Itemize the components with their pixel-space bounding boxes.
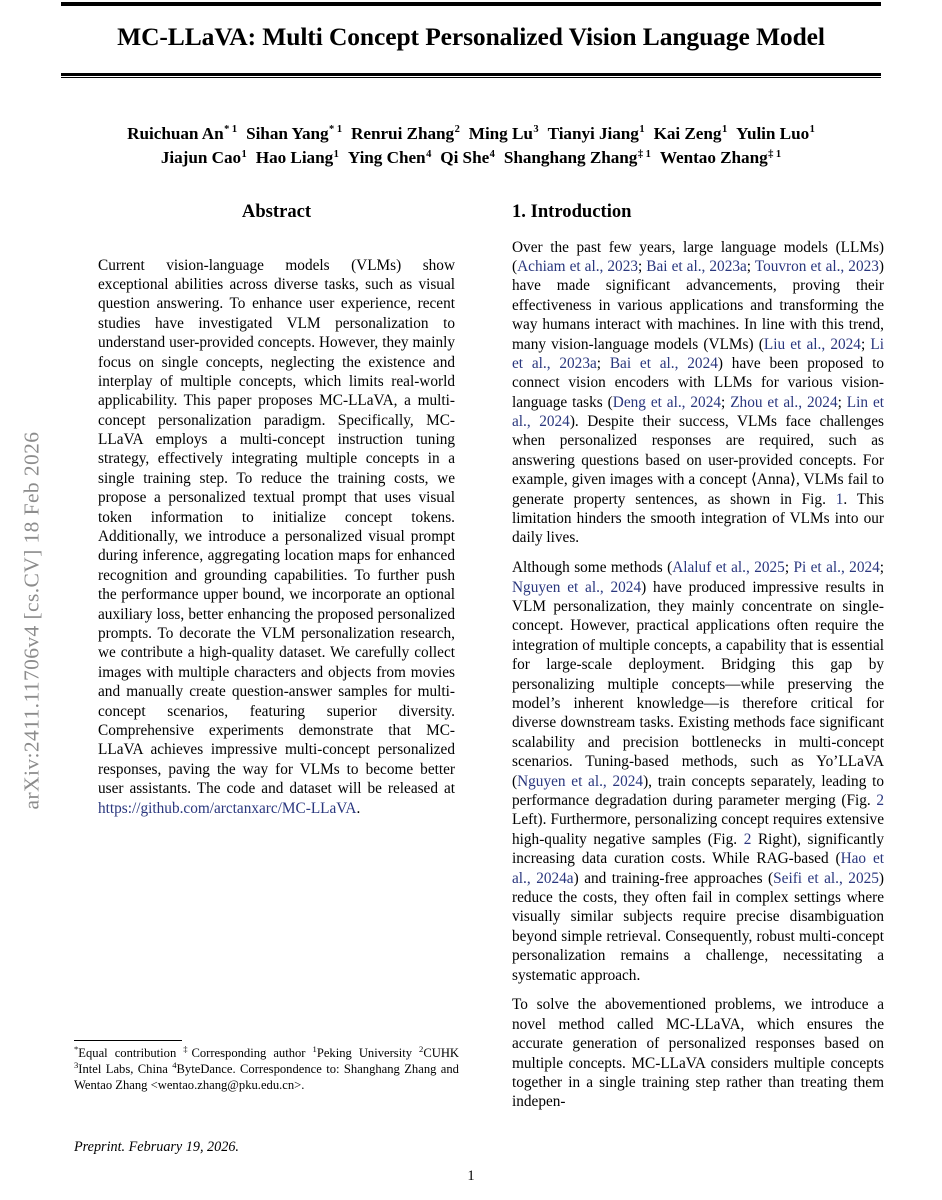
figure-reference-link[interactable]: 1 — [835, 490, 844, 508]
citation-link[interactable]: Deng et al., 2024 — [612, 393, 722, 411]
title-rule-thin — [61, 77, 881, 78]
author-line-1 — [61, 122, 881, 146]
author-entry: Yulin Luo$^1$ — [736, 124, 815, 143]
affiliation-1-mark: 1 — [312, 1043, 317, 1054]
abstract-text: Current vision-language models (VLMs) show exceptional abilities across diverse tasks, such as visual question answering. To enhance user experience, recent studies have investigated VLM personalization to understand user-provided concepts. However, they mainly focus on single concepts, neglecting the existence and interplay of multiple concepts, which limits real-world applicability. This paper proposes MC-LLaVA, a multi-concept personalization paradigm. Specifically, MC-LLaVA employs a multi-concept instruction tuning strategy, effectively integrating multiple concepts in a single training step. To reduce the training costs, we propose a personalized textual prompt that uses visual token information to initialize concept tokens. Additionally, we introduce a personalized visual prompt during inference, aggregating location maps for enhanced recognition and grounding capabilities. To further push the performance upper bound, we incorporate an optional auxiliary loss, better enhancing the proposed personalized prompts. To decorate the VLM personalization research, we contribute a high-quality dataset. We carefully collect images with multiple characters and objects from movies and manually create question-answer samples for multi-concept scenarios, featuring superior diversity. Comprehensive experiments demonstrate that MC-LLaVA achieves impressive multi-concept personalized responses, paving the way for VLMs to become better user assistants. The code and dataset will be released at — [98, 256, 455, 798]
citation-link[interactable]: Achiam et al., 2023 — [517, 257, 638, 275]
citation-link[interactable]: Nguyen et al., 2024 — [512, 578, 642, 596]
abstract-heading: Abstract — [241, 201, 312, 222]
equal-contribution-mark: * — [74, 1043, 79, 1054]
preprint-notice: Preprint. February 19, 2026. — [74, 1139, 239, 1155]
abstract-column — [94, 200, 459, 818]
footnote-divider — [74, 1040, 182, 1041]
author-list — [61, 122, 881, 171]
citation-link[interactable]: Alaluf et al., 2025 — [672, 559, 785, 577]
intro-paragraph-1: Over the past few years, large language models (LLMs) (Achiam et al., 2023; Bai et al., 2023a; Touvron et al., 2023) have made significant advancements, proving their effectiveness in various applications and transforming the way humans interact with machines. In line with this trend, many vision-language models (VLMs) (Liu et al., 2024; Li et al., 2023a; Bai et al., 2024) have been proposed to connect vision encoders with LLMs for various vision-language tasks (Deng et al., 2024; Zhou et al., 2024; Lin et al., 2024). Despite their success, VLMs face challenges when personalized responses are required, such as answering questions based on user-provided concepts. For example, given images with a concept ⟨Anna⟩, VLMs fail to generate property sentences, as shown in Fig. 1. This limitation hinders the smooth integration of VLMs into our daily lives. — [512, 238, 885, 547]
author-entry: Ruichuan An$^{* 1}$ — [127, 124, 238, 143]
author-entry: Sihan Yang$^{* 1}$ — [246, 124, 343, 143]
author-entry: Tianyi Jiang$^1$ — [547, 124, 645, 143]
footnote-block — [74, 1045, 459, 1094]
figure-reference-link[interactable]: 2 — [876, 792, 884, 809]
affiliation-2-text: CUHK — [423, 1046, 460, 1060]
author-entry: Ming Lu$^3$ — [468, 124, 539, 143]
title-area — [61, 22, 881, 51]
title-rule-thick — [61, 73, 881, 76]
citation-link[interactable]: Bai et al., 2023a — [646, 257, 747, 275]
intro-paragraph-2: Although some methods (Alaluf et al., 2025; Pi et al., 2024; Nguyen et al., 2024) have produced impressive results in VLM personalization, they mainly concentrate on single-concept. However, practical applications often require the integration of multiple concepts, a capability that is essential for large-scale deployment. Bridging this gap by personalizing multiple concepts—while preserving the model’s inherent knowledge—is therefore critical for diverse downstream tasks. Existing methods face significant scalability and precision bottlenecks in multi-concept scenarios. Tuning-based methods, such as Yo’LLaVA (Nguyen et al., 2024), train concepts separately, leading to performance degradation during parameter merging (Fig. 2 Left). Furthermore, personalizing concept requires extensive high-quality negative samples (Fig. 2 Right), significantly increasing data curation costs. While RAG-based (Hao et al., 2024a) and training-free approaches (Seifi et al., 2025) reduce the costs, they often fail in complex settings where visually similar subjects require precise disambiguation beyond simple retrieval. Consequently, robust multi-concept personalization remains a challenge, necessitating a systematic approach. — [512, 559, 885, 984]
citation-link[interactable]: Liu et al., 2024 — [763, 335, 861, 353]
arxiv-stamp: arXiv:2411.11706v4 [cs.CV] 18 Feb 2026 — [19, 431, 44, 810]
affiliation-4-text: ByteDance. Correspondence to: Shanghang Zhang and Wentao Zhang <wentao.zhang@pku.edu.cn>. — [74, 1062, 459, 1093]
citation-link[interactable]: Bai et al., 2024 — [609, 354, 718, 372]
abstract-text-tail: . — [356, 799, 361, 817]
affiliation-4-mark: 4 — [172, 1060, 177, 1071]
abstract-body — [94, 256, 459, 818]
equal-contribution-text: Equal contribution — [78, 1046, 184, 1060]
author-entry: Hao Liang$^1$ — [255, 148, 339, 168]
citation-link[interactable]: Li et al., 2023a — [512, 335, 884, 372]
corresponding-author-text: Corresponding author — [191, 1046, 313, 1060]
author-entry: Shanghang Zhang$^{\ddagger 1}$ — [503, 148, 651, 168]
affiliation-3-text: Intel Labs, China — [78, 1062, 173, 1077]
page-title: MC-LLaVA: Multi Concept Personalized Vision Language Model — [117, 22, 825, 51]
author-entry: Ying Chen$^4$ — [347, 148, 432, 168]
citation-link[interactable]: Pi et al., 2024 — [793, 559, 880, 577]
author-entry: Jiajun Cao$^1$ — [160, 148, 247, 168]
code-repository-link[interactable]: https://github.com/arctanxarc/MC-LLaVA — [98, 799, 357, 817]
citation-link[interactable]: Lin et al., 2024 — [512, 393, 885, 431]
citation-link[interactable]: Touvron et al., 2023 — [754, 257, 879, 275]
page-number: 1 — [467, 1168, 475, 1184]
affiliation-1-text: Peking University — [316, 1046, 420, 1060]
citation-link[interactable]: Seifi et al., 2025 — [773, 869, 879, 887]
author-entry: Renrui Zhang$^2$ — [351, 124, 460, 143]
author-entry: Wentao Zhang$^{\ddagger 1}$ — [659, 148, 782, 168]
intro-paragraph-3: To solve the abovementioned problems, we introduce a novel method called MC-LLaVA, which ensures the accurate generation of personalized responses based on multiple concepts. MC-LLaVA considers multiple concepts together in a single training step rather than treating them indepen- — [512, 996, 884, 1111]
citation-link[interactable]: Zhou et al., 2024 — [730, 393, 838, 411]
affiliation-3-mark: 3 — [74, 1060, 79, 1071]
corresponding-author-mark: ‡ — [183, 1043, 192, 1054]
citation-link[interactable]: Hao et al., 2024a — [512, 850, 885, 887]
top-rule — [61, 2, 881, 6]
author-entry: Kai Zeng$^1$ — [653, 124, 728, 143]
introduction-heading: 1. Introduction — [512, 201, 632, 222]
author-line-2 — [61, 146, 881, 170]
figure-reference-link[interactable]: 2 — [743, 830, 752, 848]
title-divider — [61, 73, 881, 78]
author-entry: Qi She$^4$ — [440, 148, 495, 168]
affiliation-2-mark: 2 — [419, 1043, 424, 1054]
introduction-column — [512, 200, 884, 1122]
citation-link[interactable]: Nguyen et al., 2024 — [517, 772, 644, 790]
